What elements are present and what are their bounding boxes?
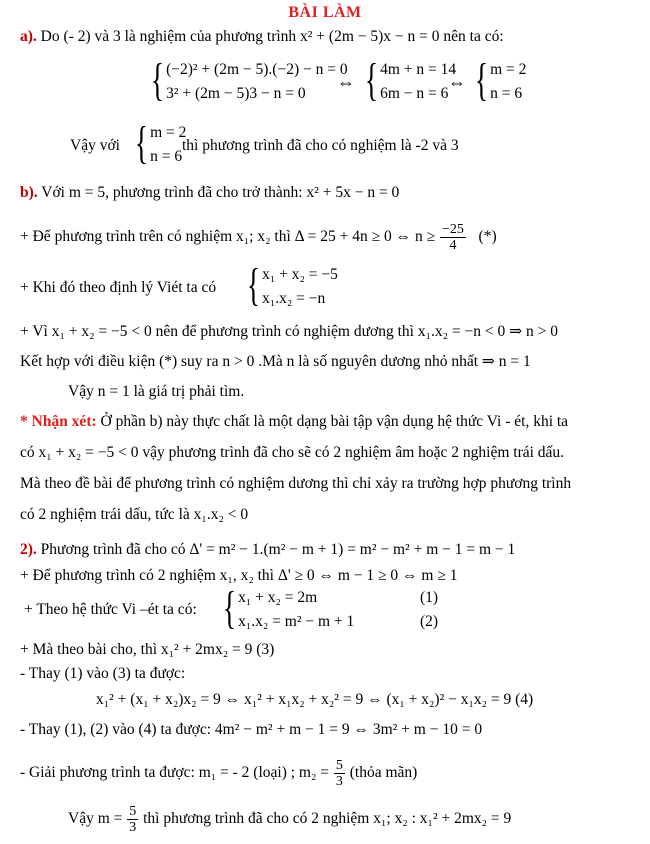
- condition-tag: (*): [478, 228, 497, 246]
- equivalence-arrow-2: ⇔: [448, 72, 466, 92]
- left-brace: {: [246, 259, 261, 310]
- part-a-intro-line: [20, 27, 504, 47]
- part-2-text-9a: Vậy m =: [68, 810, 123, 828]
- vieta-b-row-2: x₁.x₂ = −n: [262, 290, 326, 307]
- fraction-minus-25-over-4: [440, 222, 466, 253]
- system-1-row-1: (−2)² + (2m − 5).(−2) − n = 0: [166, 61, 348, 78]
- conclusion-row-2: n = 6: [150, 148, 183, 165]
- system-2-row-2: 6m − n = 6: [380, 85, 449, 102]
- conclusion-row-1: m = 2: [150, 124, 187, 141]
- system-3-row-1: m = 2: [490, 61, 527, 78]
- fraction-numerator: 5: [129, 804, 137, 819]
- part-a-intro: Do (- 2) và 3 là nghiệm của phương trình x² + (2m − 5)x − n = 0 nên ta có:: [40, 28, 504, 45]
- system-1-row-2: 3² + (2m − 5)3 − n = 0: [166, 85, 306, 102]
- left-brace: {: [150, 54, 165, 105]
- part-b-line-5: Kết hợp với điều kiện (*) suy ra n > 0 .Mà n là số nguyên dương nhỏ nhất ⇒ n = 1: [20, 353, 531, 370]
- vieta-2-row-1: x₁ + x₂ = 2m: [238, 589, 318, 606]
- system-3-row-2: n = 6: [490, 85, 523, 102]
- part-2-line-8: [20, 758, 417, 789]
- equivalence-arrow-1: ⇔: [337, 72, 355, 92]
- part-a-label: a).: [20, 28, 37, 45]
- part-b-line-6: Vậy n = 1 là giá trị phải tìm.: [68, 383, 245, 400]
- remark-line-3: Mà theo đề bài để phương trình có nghiệm dương thì chỉ xảy ra trường hợp phương trình: [20, 475, 572, 492]
- system-3: [466, 54, 527, 105]
- vieta-b-row-1: x₁ + x₂ = −5: [262, 266, 338, 283]
- remark-line-2: có x₁ + x₂ = −5 < 0 vậy phương trình đã cho sẽ có 2 nghiệm âm hoặc 2 nghiệm trái dấu.: [20, 444, 565, 461]
- fraction-numerator: 5: [335, 758, 343, 773]
- remark-line-1: [20, 412, 568, 432]
- part-2-vieta-prefix: + Theo hệ thức Vi –ét ta có:: [24, 601, 197, 618]
- part-2-text-9b: thì phương trình đã cho có 2 nghiệm x₁; x₂ : x₁² + 2mx₂ = 9: [143, 810, 512, 828]
- fraction-denominator: 3: [129, 820, 137, 835]
- fraction-denominator: 3: [335, 774, 343, 789]
- vieta-2-row-2: x₁.x₂ = m² − m + 1: [238, 613, 355, 630]
- part-2-line-5: - Thay (1) vào (3) ta được:: [20, 665, 186, 682]
- system-1: [142, 54, 348, 105]
- part-2-line-1: [20, 540, 515, 560]
- page-title: BÀI LÀM: [288, 4, 362, 21]
- part-b-line-2: [20, 222, 497, 253]
- fraction-denominator: 4: [449, 238, 457, 253]
- fraction-numerator: −25: [442, 222, 464, 237]
- part-2-label: 2).: [20, 541, 37, 558]
- equation-tag-2: (2): [420, 613, 439, 630]
- remark-label: * Nhận xét:: [20, 413, 97, 430]
- left-brace: {: [222, 582, 237, 633]
- left-brace: {: [364, 54, 379, 105]
- part-b-vieta-prefix: + Khi đó theo định lý Viét ta có: [20, 279, 217, 296]
- left-brace: {: [134, 117, 149, 168]
- vieta-system-b: [238, 259, 338, 310]
- part-b-text-2: + Để phương trình trên có nghiệm x₁; x₂ thì Δ = 25 + 4n ≥ 0 ⇔ n ≥: [20, 228, 436, 246]
- part-2-line-6: x₁² + (x₁ + x₂)x₂ = 9 ⇔ x₁² + x₁x₂ + x₂² = 9 ⇔ (x₁ + x₂)² − x₁x₂ = 9 (4): [96, 691, 534, 708]
- part-a-conclusion-prefix: Vậy với: [70, 137, 120, 154]
- part-2-text-8a: - Giải phương trình ta được: m₁ = - 2 (loại) ; m₂ =: [20, 764, 330, 782]
- remark-text-1: Ở phần b) này thực chất là một dạng bài tập vận dụng hệ thức Vi - ét, khi ta: [96, 413, 569, 430]
- part-2-line-2: + Để phương trình có 2 nghiệm x₁, x₂ thì Δ' ≥ 0 ⇔ m − 1 ≥ 0 ⇔ m ≥ 1: [20, 567, 458, 584]
- part-b-line-1: [20, 183, 399, 203]
- vieta-system-2: [214, 582, 355, 633]
- equation-tag-1: (1): [420, 589, 439, 606]
- conclusion-system: [126, 117, 187, 168]
- part-2-line-7: - Thay (1), (2) vào (4) ta được: 4m² − m² + m − 1 = 9 ⇔ 3m² + m − 10 = 0: [20, 721, 483, 738]
- part-2-text-1: Phương trình đã cho có Δ' = m² − 1.(m² − m + 1) = m² − m² + m − 1 = m − 1: [40, 541, 516, 558]
- system-2-row-1: 4m + n = 14: [380, 61, 457, 78]
- part-b-line-4: + Vì x₁ + x₂ = −5 < 0 nên để phương trình có nghiệm dương thì x₁.x₂ = −n < 0 ⇒ n > 0: [20, 323, 558, 340]
- part-a-conclusion-suffix: thì phương trình đã cho có nghiệm là -2 và 3: [182, 137, 459, 154]
- fraction-5-over-3-final: [127, 804, 138, 835]
- part-2-text-8b: (thỏa mãn): [349, 764, 418, 782]
- part-b-label: b).: [20, 184, 38, 201]
- left-brace: {: [474, 54, 489, 105]
- part-2-line-9: [68, 804, 511, 835]
- fraction-5-over-3: [334, 758, 345, 789]
- part-b-text-1: Với m = 5, phương trình đã cho trở thành: x² + 5x − n = 0: [41, 184, 400, 201]
- remark-line-4: có 2 nghiệm trái dấu, tức là x₁.x₂ < 0: [20, 506, 249, 523]
- part-2-line-4: + Mà theo bài cho, thì x₁² + 2mx₂ = 9 (3): [20, 641, 275, 658]
- system-2: [356, 54, 457, 105]
